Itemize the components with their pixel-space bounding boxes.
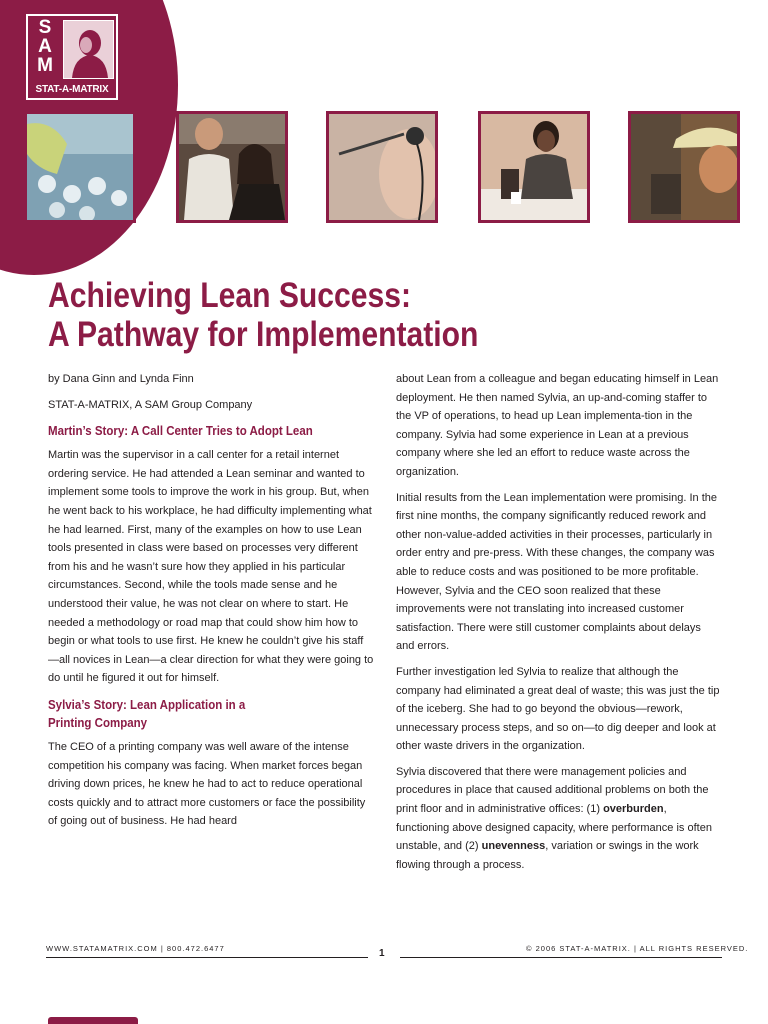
paragraph-lean-colleague: about Lean from a colleague and began educating himself in Lean deployment. He then named Sylvia, an up-and-coming staffer to the VP of operations, to head up Lean implementa-tion in the company. Sylvia had some experience in Lean at a previous company where she led an effort to reduce waste across the organization. (396, 373, 719, 478)
paragraph-sylvia-discovered: Sylvia discovered that there were management policies and procedures in place that caused additional problems on both the print floor and in administrative offices: (1) overburden, functioning above designed capacity, where performance is often unstable, and (2) unevenness, variation or swings in the work flowing through a process. (396, 765, 712, 871)
logo-tagline: STAT-A-MATRIX (35, 84, 109, 95)
photo-lab-samples (24, 111, 136, 223)
title-line-1: Achieving Lean Success: (48, 276, 412, 315)
paragraph-further-investigation: Further investigation led Sylvia to realize that although the company had eliminated a great deal of waste; this was just the tip of the iceberg. She had to go beyond the obvious—rework, unnecessary process steps, and so on—to dig deeper and look at other waste drivers in the organization. (396, 665, 720, 753)
paragraph-martin: Martin was the supervisor in a call center for a retail internet ordering service. He had attended a Lean seminar and wanted to implement some tools to improve the work in his group. But, when he went back to his workplace, he had difficulty implementing what he had learned. First, many of the examples on how to use Lean tools presented in class were based on processes very different from his and he wasn’t sure how they applied in his particular circumstances. Second, while the tools made sense and he understood their value, he was not clear on where to start. He needed a methodology or road map that could show him how to begin or what tools to use first. He knew he couldn’t give his staff—all novices in Lean—a clear direction for what they were going to do until he figured it out for himself. (48, 449, 374, 685)
footer-copyright: © 2006 STAT-A-MATRIX. | ALL RIGHTS RESERVED. (526, 944, 749, 953)
footer-rule-left (46, 957, 368, 958)
affiliation: STAT-A-MATRIX, A SAM Group Company (48, 398, 253, 411)
photo-call-center-headset (326, 111, 438, 223)
page-number: 1 (379, 948, 385, 959)
byline: by Dana Ginn and Lynda Finn (48, 373, 194, 385)
term-unevenness: unevenness (481, 840, 546, 853)
logo-portrait-image (63, 20, 114, 79)
photo-meeting (176, 111, 288, 223)
footer-website-phone: WWW.STATAMATRIX.COM | 800.472.6477 (46, 944, 225, 953)
term-overburden: overburden (603, 803, 664, 816)
article-title (48, 276, 564, 354)
sam-logo (26, 14, 118, 100)
photo-worker-hardhat (628, 111, 740, 223)
photo-businesswoman (478, 111, 590, 223)
paragraph-initial-results: Initial results from the Lean implementation were promising. In the first nine months, the company significantly reduced rework and other non-value-added activities in their processes, particularly in order entry and pre-press. With these changes, the company was able to reduce costs and was positioned to be more profitable. However, Sylvia and the CEO soon realized that these improvements were not translating into increased customer satisfaction. There were still customer complaints about delays and errors. (396, 491, 717, 653)
title-line-2: A Pathway for Implementation (48, 315, 479, 354)
right-column (396, 370, 722, 881)
section-heading-martin: Martin’s Story: A Call Center Tries to Adopt Lean (48, 424, 313, 439)
paragraph-printing-ceo: The CEO of a printing company was well aware of the intense competition his company was facing. When market forces began driving down prices, he knew he had to act to reduce operational costs quickly and to attract more customers or face the possibility of going out of business. He had heard (48, 740, 366, 828)
footer-rule-right (400, 957, 722, 958)
logo-sam-letters: S A M (37, 17, 53, 76)
bottom-logo-fragment (48, 1017, 138, 1024)
section-heading-sylvia: Sylvia’s Story: Lean Application in a Printing Company (48, 697, 246, 730)
left-column (48, 370, 374, 838)
